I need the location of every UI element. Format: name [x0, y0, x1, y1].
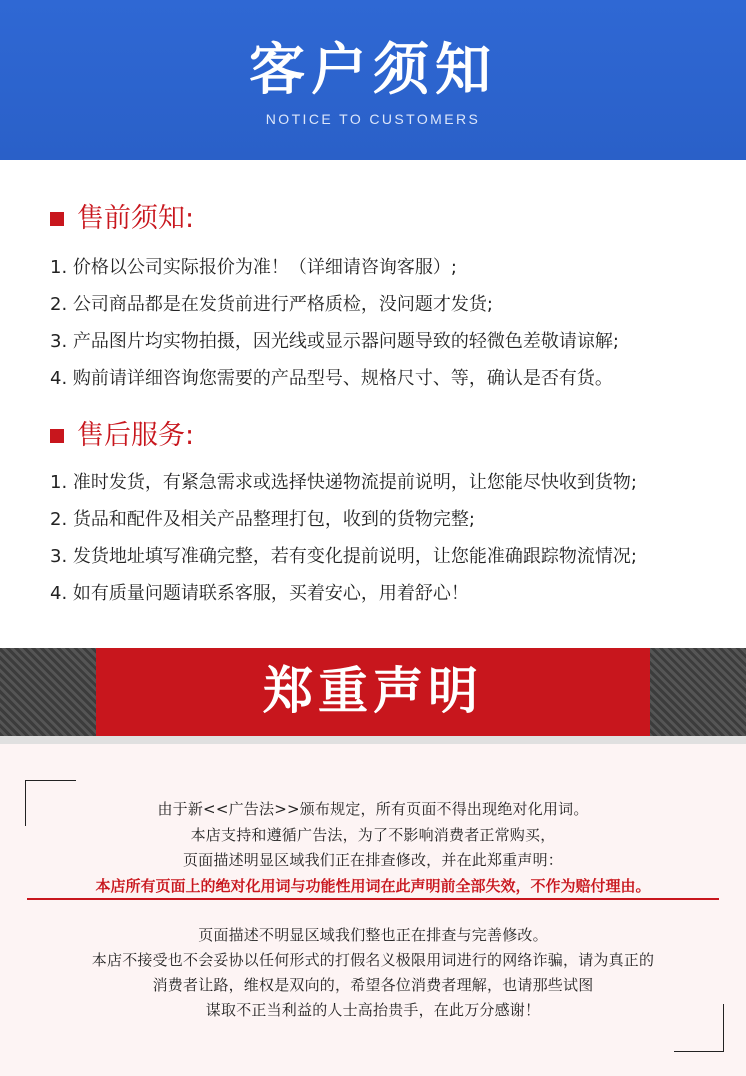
declaration-panel — [0, 744, 746, 1076]
declaration-banner — [0, 648, 746, 736]
list-item: 4. 购前请详细咨询您需要的产品型号、规格尺寸、等，确认是否有货。 — [50, 368, 613, 389]
list-item: 2. 货品和配件及相关产品整理打包，收到的货物完整; — [50, 509, 475, 530]
list-item: 3. 产品图片均实物拍摄，因光线或显示器问题导致的轻微色差敬请谅解; — [50, 331, 619, 352]
square-bullet-icon — [50, 212, 64, 226]
presale-heading — [50, 202, 194, 236]
red-underline — [27, 898, 719, 900]
declaration-line: 谋取不正当利益的人士高抬贵手，在此万分感谢！ — [205, 1001, 541, 1019]
declaration-line: 本店不接受也不会妥协以任何形式的打假名义极限用词进行的网络诈骗，请为真正的 — [91, 951, 655, 969]
header-banner — [0, 0, 746, 160]
declaration-line: 由于新<<广告法>>颁布规定，所有页面不得出现绝对化用词。 — [157, 800, 589, 818]
presale-title: 售前须知: — [77, 203, 195, 234]
aftersale-list — [50, 473, 637, 621]
declaration-line: 消费者让路，维权是双向的，希望各位消费者理解，也请那些试图 — [152, 976, 594, 994]
list-item: 3. 发货地址填写准确完整，若有变化提前说明，让您能准确跟踪物流情况; — [50, 546, 637, 567]
declaration-line: 页面描述不明显区域我们整也正在排查与完善修改。 — [198, 926, 548, 944]
page-title: 客户须知 — [249, 38, 497, 103]
banner-title: 郑重声明 — [263, 662, 483, 720]
presale-list — [50, 258, 619, 406]
declaration-line: 页面描述明显区域我们正在排查修改，并在此郑重声明： — [182, 851, 563, 869]
list-item: 4. 如有质量问题请联系客服，买着安心，用着舒心！ — [50, 583, 469, 604]
aftersale-title: 售后服务: — [77, 420, 195, 451]
aftersale-heading — [50, 419, 194, 453]
page-subtitle: NOTICE TO CUSTOMERS — [265, 111, 481, 127]
divider — [0, 736, 746, 744]
list-item: 1. 准时发货，有紧急需求或选择快递物流提前说明，让您能尽快收到货物; — [50, 472, 637, 493]
declaration-line: 本店支持和遵循广告法，为了不影响消费者正常购买， — [190, 826, 556, 844]
square-bullet-icon — [50, 429, 64, 443]
list-item: 2. 公司商品都是在发货前进行严格质检，没问题才发货; — [50, 294, 493, 315]
declaration-line-highlight: 本店所有页面上的绝对化用词与功能性用词在此声明前全部失效，不作为赔付理由。 — [95, 877, 651, 895]
banner-red-block — [96, 648, 650, 736]
list-item: 1. 价格以公司实际报价为准！（详细请咨询客服）; — [50, 257, 457, 278]
